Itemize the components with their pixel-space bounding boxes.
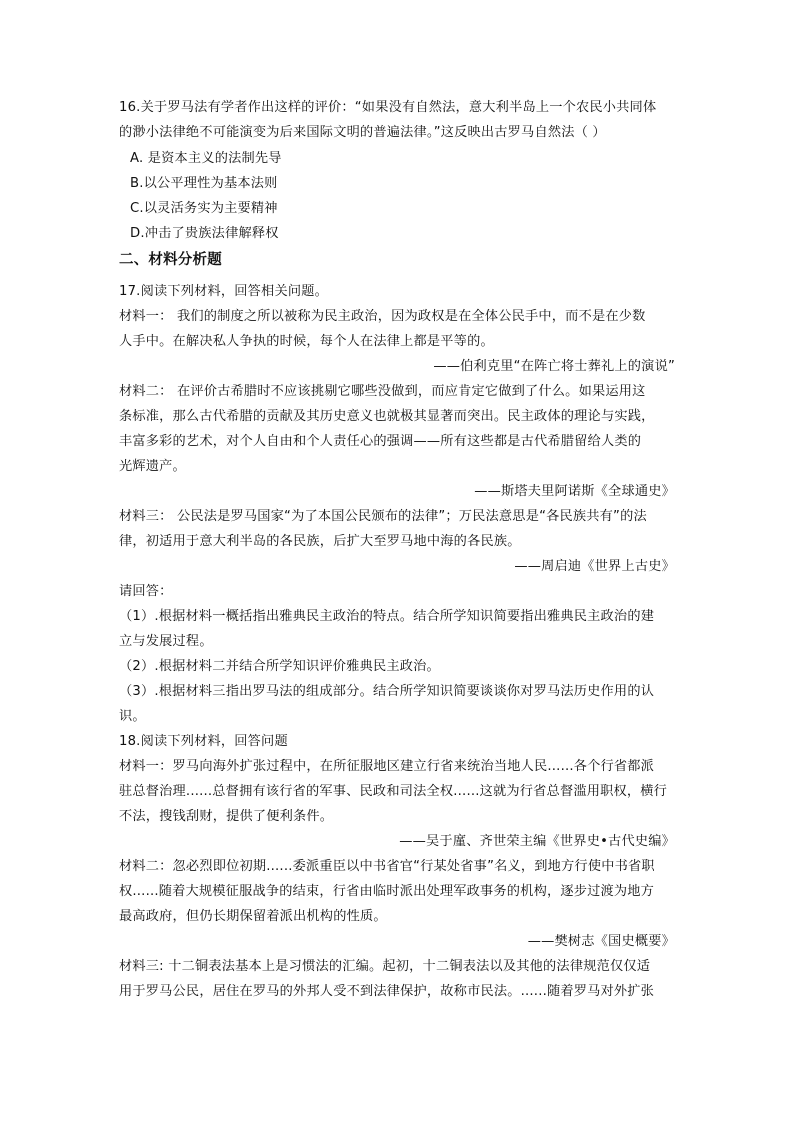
text-line: （3）.根据材料三指出罗马法的组成部分。结合所学知识简要谈谈你对罗马法历史作用的认 xyxy=(119,684,655,699)
text-line: 的渺小法律绝不可能演变为后来国际文明的普遍法律。”这反映出古罗马自然法（ ） xyxy=(119,125,606,140)
text-line: 材料三: 十二铜表法基本上是习惯法的汇编。起初，十二铜表法以及其他的法律规范仅仅适 xyxy=(119,959,651,974)
text-line: B.以公平理性为基本法则 xyxy=(130,176,278,191)
text-line: 条标准，那么古代希腊的贡献及其历史意义也就极其显著而突出。民主政体的理论与实践， xyxy=(119,409,655,424)
text-line: （1）.根据材料一概括指出雅典民主政治的特点。结合所学知识简要指出雅典民主政治的建 xyxy=(119,609,655,624)
text-line: 权......随着大规模征服战争的结束，行省由临时派出处理军政事务的机构，逐步过渡为地方 xyxy=(119,884,655,899)
text-line: ——樊树志《国史概要》 xyxy=(527,934,675,949)
text-line: 驻总督治理......总督拥有该行省的军事、民政和司法全权......这就为行省总督滥用职权，横行 xyxy=(119,784,668,799)
text-line: 二、材料分析题 xyxy=(119,252,222,268)
text-line: 材料一：罗马向海外扩张过程中，在所征服地区建立行省来统治当地人民......各个行省都派 xyxy=(119,759,655,774)
text-line: 材料三： 公民法是罗马国家“为了本国公民颁布的法律”；万民法意思是“各民族共有”的法 xyxy=(119,509,647,524)
text-line: D.冲击了贵族法律解释权 xyxy=(130,226,279,241)
text-line: 18.阅读下列材料，回答问题 xyxy=(119,734,288,749)
text-line: C.以灵活务实为主要精神 xyxy=(130,201,278,216)
text-line: 请回答： xyxy=(119,584,173,599)
text-line: 不法，搜钱刮财，提供了便利条件。 xyxy=(119,809,334,824)
text-line: 材料二：忽必烈即位初期......委派重臣以中书省官“行某处省事”名义，到地方行使中书省职 xyxy=(119,859,655,874)
text-line: ——周启迪《世界上古史》 xyxy=(514,559,675,574)
text-line: ——吴于廑、齐世荣主编《世界史•古代史编》 xyxy=(399,834,675,849)
text-line: ——伯利克里“在阵亡将士葬礼上的演说” xyxy=(433,359,675,374)
text-line: 用于罗马公民，居住在罗马的外邦人受不到法律保护，故称市民法。......随着罗马对外扩张 xyxy=(119,984,655,999)
text-line: 光辉遗产。 xyxy=(119,459,186,474)
text-line: A. 是资本主义的法制先导 xyxy=(130,151,282,166)
text-line: 17.阅读下列材料，回答相关问题。 xyxy=(119,284,328,299)
text-line: 人手中。在解决私人争执的时候，每个人在法律上都是平等的。 xyxy=(119,334,494,349)
text-line: 16.关于罗马法有学者作出这样的评价：“如果没有自然法，意大利半岛上一个农民小共同体 xyxy=(119,100,657,115)
text-line: 最高政府，但仍长期保留着派出机构的性质。 xyxy=(119,909,387,924)
text-line: 律，初适用于意大利半岛的各民族，后扩大至罗马地中海的各民族。 xyxy=(119,534,521,549)
text-line: 立与发展过程。 xyxy=(119,634,213,649)
text-line: 材料一： 我们的制度之所以被称为民主政治，因为政权是在全体公民手中，而不是在少数 xyxy=(119,309,646,324)
text-line: 材料二： 在评价古希腊时不应该挑剔它哪些没做到，而应肯定它做到了什么。如果运用这 xyxy=(119,384,646,399)
text-line: 识。 xyxy=(119,709,146,724)
text-line: ——斯塔夫里阿诺斯《全球通史》 xyxy=(474,484,675,499)
text-line: （2）.根据材料二并结合所学知识评价雅典民主政治。 xyxy=(119,659,440,674)
text-line: 丰富多彩的艺术，对个人自由和个人责任心的强调——所有这些都是古代希腊留给人类的 xyxy=(119,434,642,449)
